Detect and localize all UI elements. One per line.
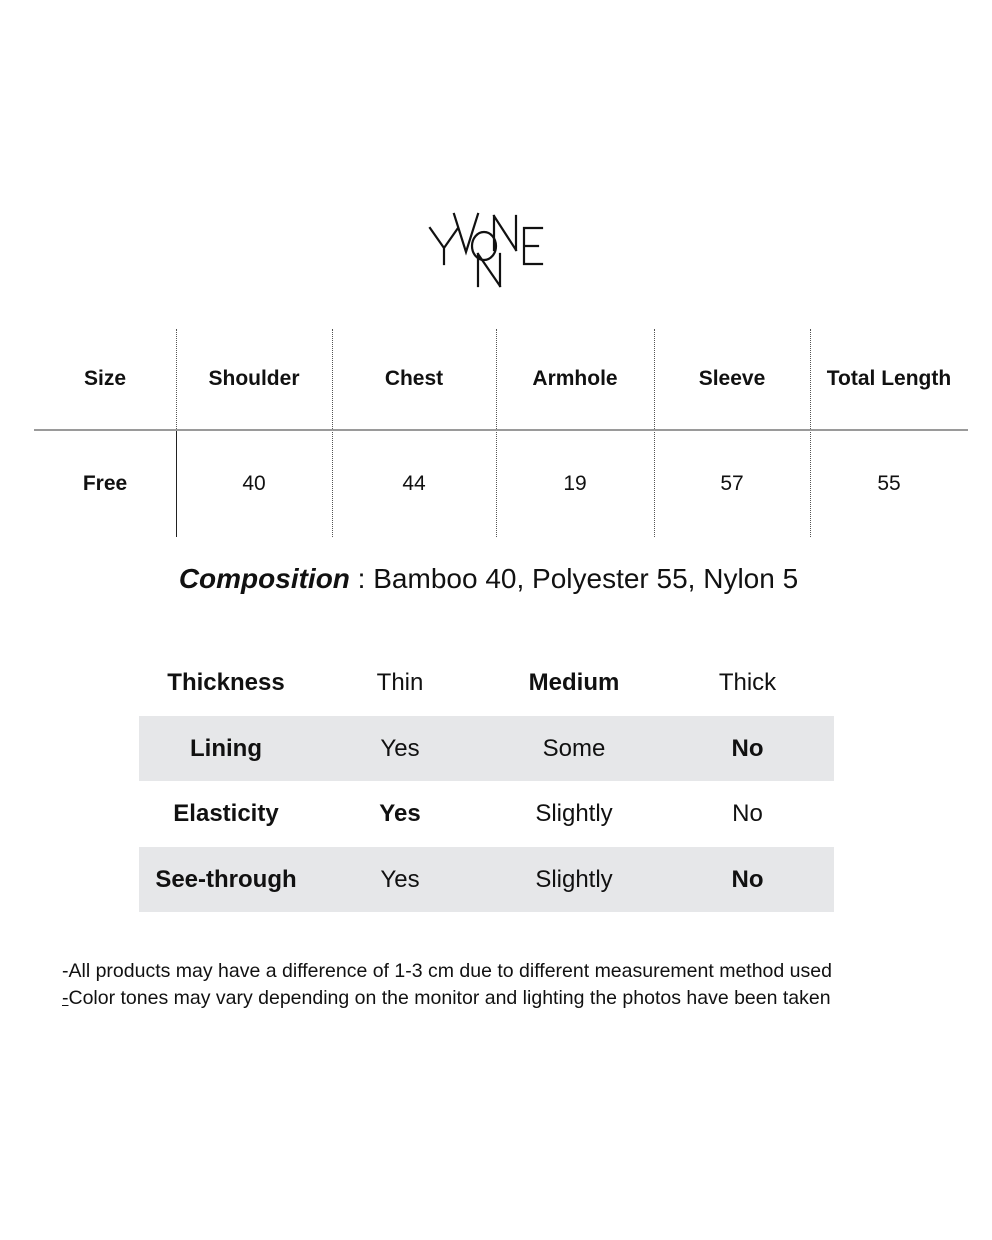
disclaimer-notes [62,958,832,1011]
composition-value: Bamboo 40, Polyester 55, Nylon 5 [373,563,799,594]
property-label: Elasticity [173,800,279,827]
property-option: No [731,734,764,762]
column-divider [654,329,655,537]
property-option: Thick [718,669,777,696]
property-option: Medium [528,669,620,696]
property-row-lining [139,716,834,782]
note-color [62,985,832,1012]
property-option: Slightly [535,865,613,893]
property-row-see-through [139,847,834,913]
composition-label: Composition [178,563,350,594]
value-shoulder: 40 [242,472,266,495]
value-total-length: 55 [877,472,901,495]
property-row-elasticity [139,781,834,847]
header-chest: Chest [384,367,444,390]
header-sleeve: Sleeve [698,367,766,390]
property-option: No [732,800,763,827]
property-option: Yes [379,800,421,827]
header-total-length: Total Length [826,367,952,390]
fabric-properties-table [139,650,834,912]
property-label: See-through [155,865,297,893]
size-table [34,329,968,537]
note-dash: - [62,986,69,1009]
value-sleeve: 57 [720,472,744,495]
header-rule [34,429,968,431]
brand-logo [420,208,560,296]
note-color-text: Color tones may vary depending on the monitor and lighting the photos have been taken [68,986,831,1009]
value-chest: 44 [402,472,426,495]
property-row-thickness [139,650,834,716]
header-armhole: Armhole [532,367,618,390]
property-option: Some [542,734,606,762]
value-armhole: 19 [563,472,587,495]
property-option: Thin [376,669,424,696]
composition [0,563,977,595]
header-size: Size [83,367,127,390]
property-option: No [731,865,764,893]
size-free: Free [82,472,128,495]
column-divider [496,329,497,537]
column-divider [810,329,811,537]
composition-separator: : [349,563,374,594]
property-option: Yes [380,734,420,762]
property-option: Yes [380,865,420,893]
note-measurement: -All products may have a difference of 1-3 cm due to different measurement method used [62,960,832,982]
property-label: Thickness [167,669,285,696]
property-label: Lining [190,734,262,762]
header-shoulder: Shoulder [208,367,300,390]
column-divider [332,329,333,537]
property-option: Slightly [535,800,613,827]
